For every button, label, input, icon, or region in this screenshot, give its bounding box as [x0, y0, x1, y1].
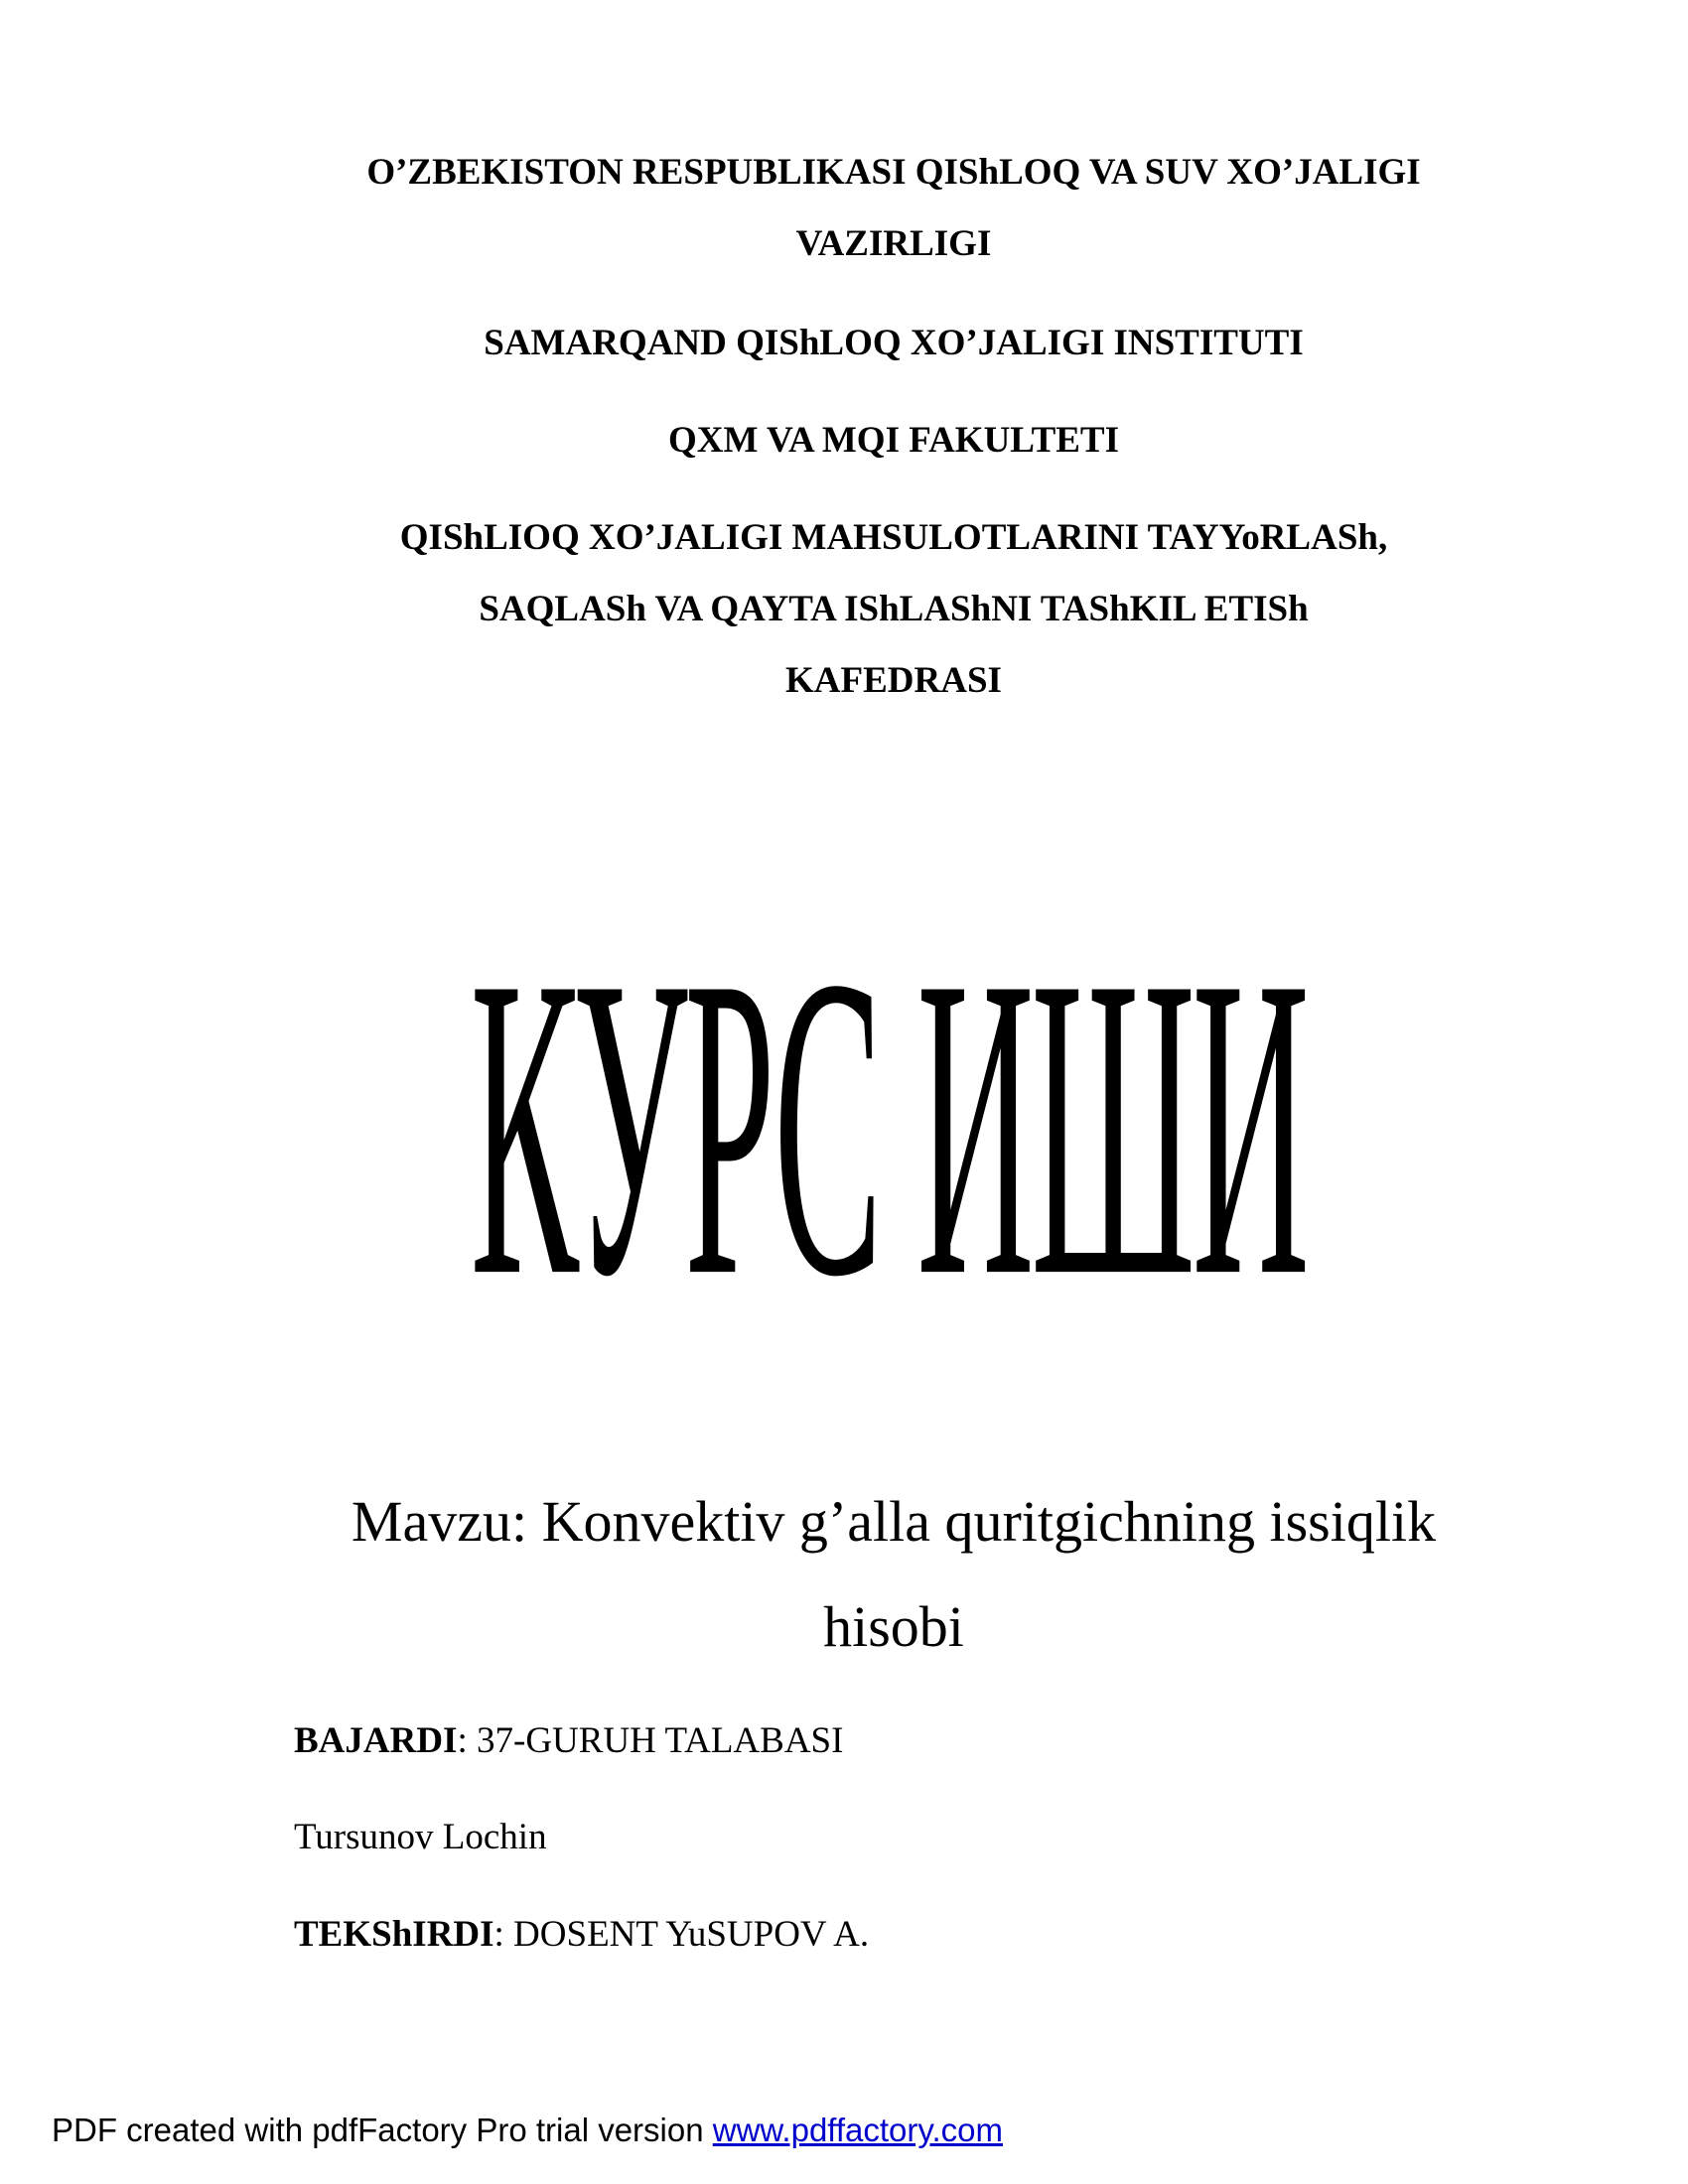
- topic-line-1: Mavzu: Konvektiv g’alla quritgichning issiqlik: [351, 1489, 1437, 1554]
- performed-value: : 37-GURUH TALABASI: [457, 1720, 844, 1761]
- ministry-line-2: VAZIRLIGI: [795, 223, 992, 264]
- faculty-heading: QXM VA MQI FAKULTETI: [667, 420, 1120, 461]
- student-name: Tursunov Lochin: [294, 1817, 547, 1857]
- topic: [248, 1469, 1539, 1680]
- department-heading: [248, 502, 1539, 717]
- performed-label: BAJARDI: [294, 1720, 458, 1761]
- checked-by-line: [294, 1911, 869, 1959]
- document-title: КУРС ИШИ: [470, 887, 1308, 1366]
- footer-link[interactable]: www.pdffactory.com: [712, 2112, 1003, 2148]
- ministry-heading: [248, 137, 1539, 280]
- institute-heading: SAMARQAND QIShLOQ XO’JALIGI INSTITUTI: [484, 323, 1304, 363]
- department-line-2: SAQLASh VA QAYTA IShLAShNI TAShKIL ETISh: [479, 589, 1309, 629]
- department-line-3: KAFEDRASI: [785, 660, 1002, 701]
- title-container: [333, 887, 1445, 1366]
- pdf-footer: [52, 2111, 1003, 2150]
- department-line-1: QIShLIOQ XO’JALIGI MAHSULOTLARINI TAYYoRLASh,: [399, 517, 1388, 558]
- ministry-line-1: O’ZBEKISTON RESPUBLIKASI QIShLOQ VA SUV XO’JALIGI: [366, 152, 1421, 193]
- topic-line-2: hisobi: [823, 1594, 964, 1659]
- footer-text: PDF created with pdfFactory Pro trial version: [52, 2112, 713, 2148]
- checked-value: : DOSENT YuSUPOV A.: [493, 1914, 870, 1955]
- performed-by-line: [294, 1717, 843, 1765]
- checked-label: TEKShIRDI: [294, 1914, 494, 1955]
